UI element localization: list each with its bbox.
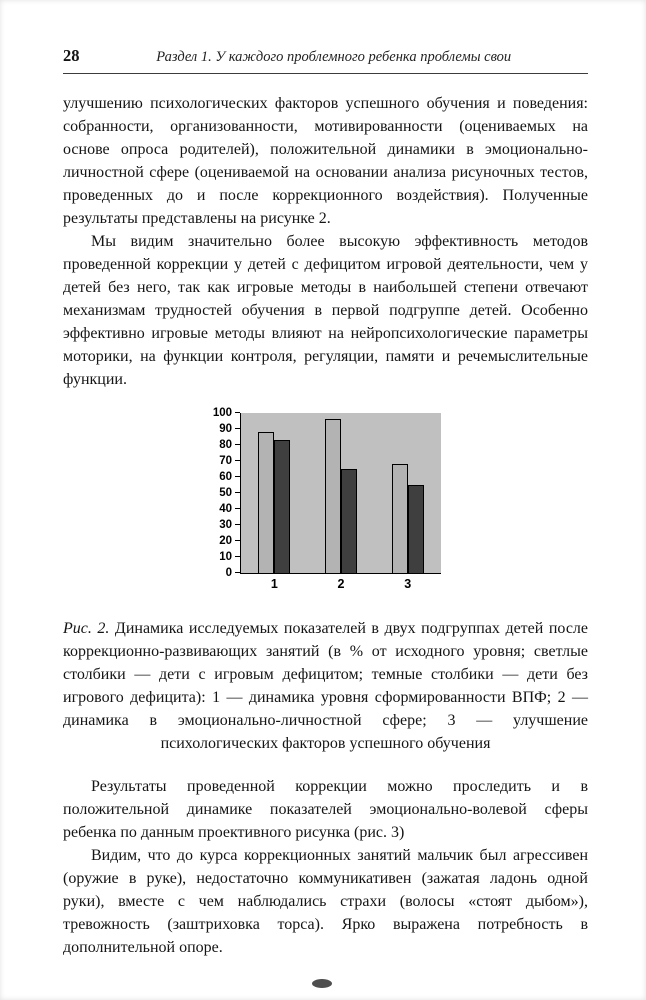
bar-group: [241, 413, 308, 573]
bar: [274, 440, 290, 573]
paragraph-4: Видим, что до курса коррекционных занятий мальчик был агрессивен (оружие в руке), недостаточно коммуникативен (зажатая ладонь одной руки), вместе с чем наблюдались страхи (волосы «стоят дыбом»), тревожность (заштриховка торса). Ярко выражена потребность в дополнительной опоре.: [63, 847, 588, 956]
bar: [408, 485, 424, 573]
figure-caption-text: Динамика исследуемых показателей в двух подгруппах детей после коррекционно-развивающих занятий (в % от исходного уровня; светлые столбики — дети с игровым дефицитом; темные столбики — дети без игрового дефицита): 1 — динамика уровня сформированности ВПФ; 2 — динамика в эмоционально-личностной сфере; 3 — улучшение психологических факторов успешного обучения: [63, 620, 589, 752]
body-text: [63, 92, 588, 959]
chart-plot-area: [240, 413, 441, 574]
running-head: [63, 46, 588, 74]
paragraph-2: Мы видим значительно более высокую эффективность методов проведенной коррекции у детей с дефицитом игровой деятельности, чем у детей без него, так как игровые методы в наибольшей степени отвечают механизмам трудностей обучения в первой подгруппе детей. Особенно эффективно игровые методы влияют на нейропсихологические параметры моторики, на функции контроля, регуляции, памяти и речемыслительные функции.: [63, 233, 588, 388]
bar: [341, 469, 357, 573]
scan-artifact-mark: [312, 979, 332, 988]
bar: [325, 419, 341, 573]
paragraph-3: Результаты проведенной коррекции можно проследить и в положительной динамике показателей эмоционально-волевой сферы ребенка по данным проективного рисунка (рис. 3): [63, 778, 588, 841]
running-title: Раздел 1. У каждого проблемного ребенка проблемы свои: [156, 49, 512, 65]
y-tick-label: 20: [219, 535, 232, 547]
figure-2: [63, 407, 589, 755]
bar: [392, 464, 408, 573]
y-tick-label: 40: [219, 503, 232, 515]
y-tick-label: 100: [212, 407, 232, 419]
figure-caption-label: Рис. 2.: [63, 620, 110, 637]
page-number: 28: [63, 46, 80, 65]
bar-chart: [210, 407, 441, 591]
paragraph-1: улучшению психологических факторов успешного обучения и поведения: собранности, организованности, мотивированности (оцениваемых на основе опроса родителей), положительной динамики в эмоционально-личностной сфере (оцениваемой на основании анализа рисуночных тестов, проведенных до и после коррекционного воздействия). Полученные результаты представлены на рисунке 2.: [63, 95, 588, 227]
x-tick-label: 2: [337, 577, 345, 591]
chart-inner: [210, 407, 441, 579]
y-tick-label: 10: [219, 551, 232, 563]
bar-group: [374, 413, 441, 573]
y-tick-label: 80: [219, 439, 232, 451]
chart-y-axis: [210, 407, 240, 579]
y-tick-label: 30: [219, 519, 232, 531]
y-tick-label: 60: [219, 471, 232, 483]
y-tick-label: 70: [219, 455, 232, 467]
y-tick-label: 90: [219, 423, 232, 435]
bar: [258, 432, 274, 573]
chart-x-axis: [241, 574, 441, 591]
figure-caption: [63, 617, 588, 755]
y-tick-label: 0: [225, 567, 232, 579]
y-tick-label: 50: [219, 487, 232, 499]
x-tick-label: 1: [270, 577, 278, 591]
x-tick-label: 3: [404, 577, 412, 591]
bar-group: [308, 413, 375, 573]
